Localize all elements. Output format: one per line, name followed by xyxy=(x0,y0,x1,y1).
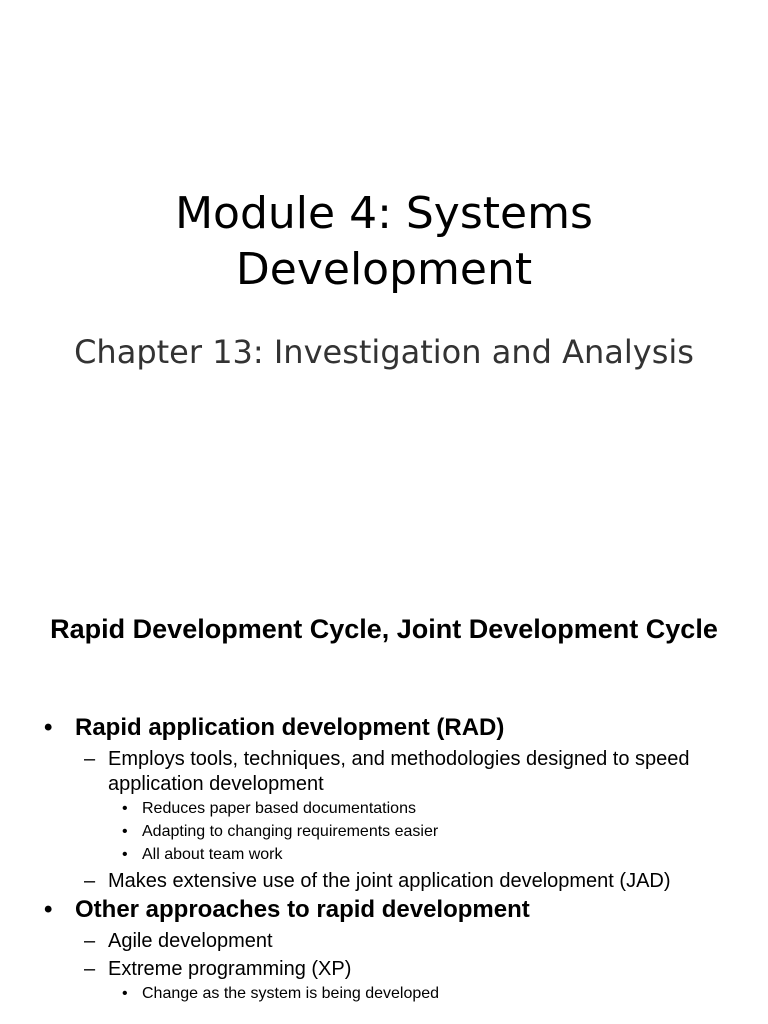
sub-bullet-item xyxy=(0,869,768,894)
bullet-text: Other approaches to rapid development xyxy=(75,896,530,923)
sub-bullet-item xyxy=(0,929,768,954)
sub-sub-bullet-item xyxy=(0,820,768,843)
dash-icon: – xyxy=(84,870,96,892)
content-slide xyxy=(0,576,768,1024)
bullet-item xyxy=(0,894,768,926)
dash-icon: – xyxy=(84,958,96,980)
sub-sub-bullet-text: Reduces paper based documentations xyxy=(142,800,416,817)
sub-sub-bullet-item xyxy=(0,843,768,866)
slide-subtitle: Chapter 13: Investigation and Analysis xyxy=(74,333,694,371)
sub-sub-bullet-text: All about team work xyxy=(142,846,283,863)
slide-title: Rapid Development Cycle, Joint Development Cycle xyxy=(50,614,718,644)
sub-bullet-text: Extreme programming (XP) xyxy=(108,958,352,980)
sub-bullet-text: Makes extensive use of the joint application development (JAD) xyxy=(108,870,671,892)
sub-sub-bullet-text: Change as the system is being developed xyxy=(142,985,440,1002)
bullet-item xyxy=(0,712,768,744)
bullet-dot-icon: • xyxy=(44,714,53,741)
dash-icon: – xyxy=(84,748,96,770)
sub-bullet-text: Agile development xyxy=(108,930,273,952)
sub-sub-bullet-item xyxy=(0,982,768,1005)
sub-bullet-text: Employs tools, techniques, and methodologies designed to speed application development xyxy=(108,748,690,795)
bullet-dot-icon: • xyxy=(122,985,128,1002)
sub-sub-bullet-item xyxy=(0,797,768,820)
bullet-dot-icon: • xyxy=(44,896,53,923)
dash-icon: – xyxy=(84,930,96,952)
bullet-text: Rapid application development (RAD) xyxy=(75,714,505,741)
bullet-dot-icon: • xyxy=(122,800,128,817)
sub-sub-bullet-text: Adapting to changing requirements easier xyxy=(142,823,439,840)
slide-title: Module 4: Systems Development xyxy=(175,188,593,295)
bullet-dot-icon: • xyxy=(122,823,128,840)
bullet-list xyxy=(0,712,768,1005)
bullet-dot-icon: • xyxy=(122,846,128,863)
sub-bullet-item xyxy=(0,747,768,797)
sub-bullet-item xyxy=(0,957,768,982)
